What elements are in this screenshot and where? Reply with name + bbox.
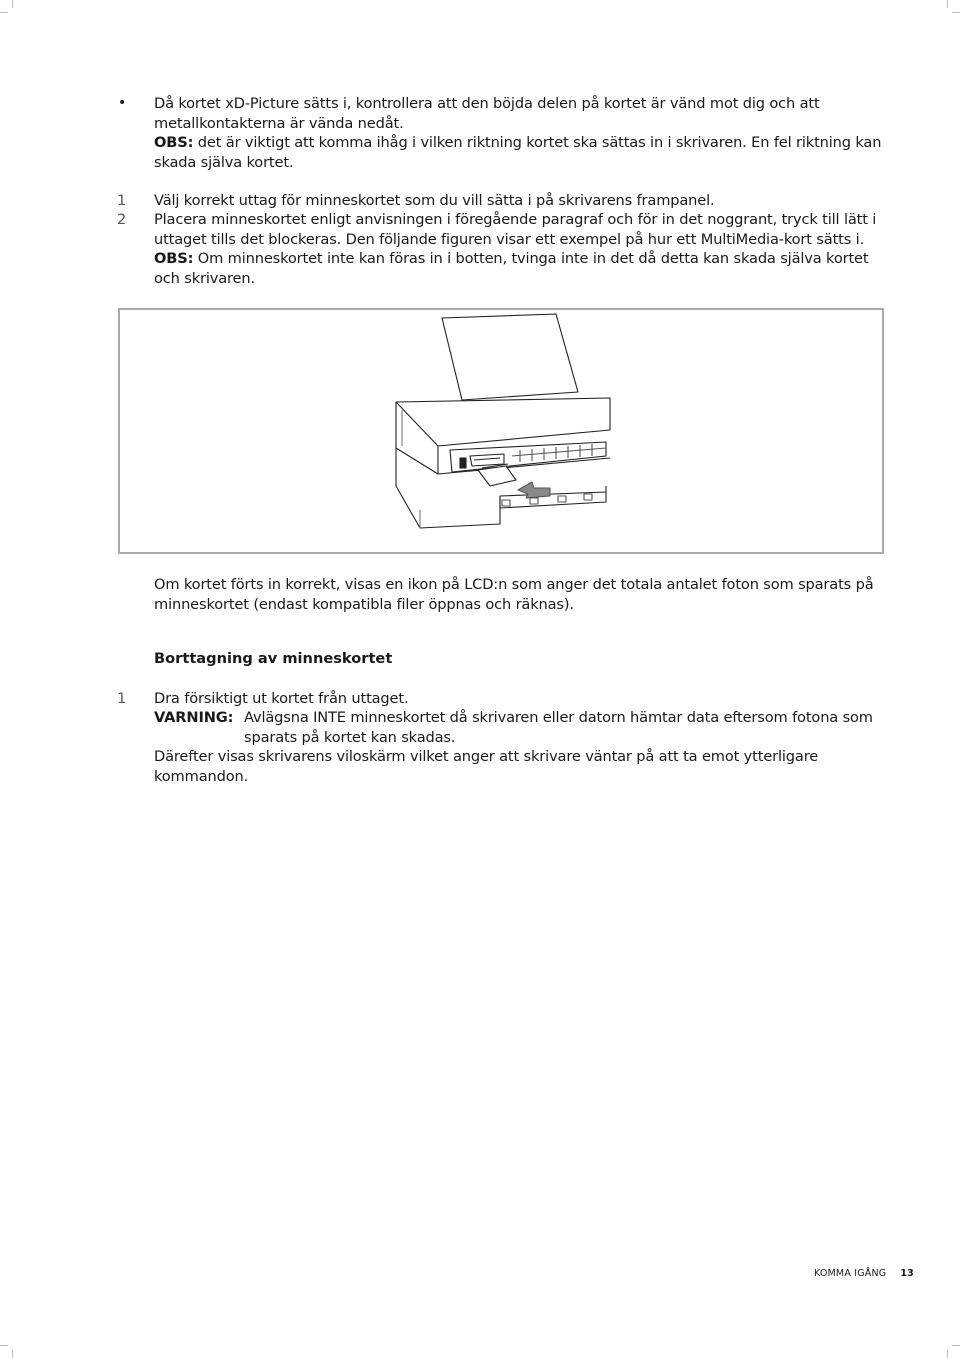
xd-card-paragraph	[154, 94, 884, 172]
step-number: 1	[117, 192, 127, 209]
crop-mark	[952, 1345, 960, 1346]
after-figure-paragraph	[154, 575, 884, 614]
crop-mark	[947, 1350, 948, 1358]
step-2-block	[154, 210, 884, 288]
crop-mark	[12, 1350, 13, 1358]
paragraph-line: Därefter visas skrivarens viloskärm vilket anger att skrivare väntar på att ta emot ytterligare	[154, 748, 819, 765]
step-number: 1	[117, 690, 127, 707]
step-number: 2	[117, 211, 127, 228]
obs-text: Om minneskortet inte kan föras in i botten, tvinga inte in det då detta kan skada själva kortet	[193, 250, 869, 267]
bullet-icon: •	[118, 95, 127, 111]
paragraph-line: kommandon.	[154, 767, 249, 785]
obs-text: det är viktigt att komma ihåg i vilken riktning kortet ska sättas in i skrivaren. En fel riktning kan	[193, 134, 882, 151]
paragraph-line: minneskortet (endast kompatibla filer öppnas och räknas).	[154, 595, 574, 613]
crop-mark	[947, 0, 948, 8]
crop-mark	[952, 12, 960, 13]
removal-step-text: Dra försiktigt ut kortet från uttaget.	[154, 690, 409, 707]
obs-label: OBS:	[154, 134, 194, 151]
section-heading: Borttagning av minneskortet	[154, 650, 393, 667]
printer-memory-card-illustration-icon	[120, 310, 882, 552]
paragraph-line: Om kortet förts in korrekt, visas en ikon på LCD:n som anger det totala antalet foton som sparats på	[154, 576, 874, 593]
crop-mark	[12, 0, 13, 8]
step-text: Välj korrekt uttag för minneskortet som du vill sätta i på skrivarens frampanel.	[154, 192, 715, 209]
crop-mark	[0, 1345, 8, 1346]
step-line: uttaget tills det blockeras. Den följande figuren visar ett exempel på hur ett MultiMedia-kort sätts i.	[154, 230, 865, 248]
warning-block	[154, 708, 884, 746]
warning-label: VARNING:	[154, 709, 234, 726]
footer-section: KOMMA IGÅNG	[813, 1268, 887, 1279]
page-footer	[814, 1268, 914, 1279]
obs-note	[154, 249, 884, 269]
obs-text-continued: skada själva kortet.	[154, 153, 294, 171]
paragraph-line: metallkontakterna är vända nedåt.	[154, 114, 404, 132]
warning-line: sparats på kortet kan skadas.	[244, 728, 456, 746]
warning-line: Avlägsna INTE minneskortet då skrivaren eller datorn hämtar data eftersom fotona som	[244, 709, 873, 726]
printer-figure	[118, 308, 884, 554]
paragraph-line: Då kortet xD-Picture sätts i, kontrollera att den böjda delen på kortet är vänd mot dig och att	[154, 95, 820, 112]
closing-paragraph	[154, 747, 884, 786]
page-number: 13	[900, 1268, 914, 1279]
step-line: Placera minneskortet enligt anvisningen i föregående paragraf och för in det noggrant, tryck till lätt i	[154, 211, 877, 228]
crop-mark	[0, 12, 8, 13]
obs-label: OBS:	[154, 250, 194, 267]
obs-note	[154, 133, 884, 153]
warning-text	[244, 708, 884, 747]
obs-text-continued: och skrivaren.	[154, 269, 255, 287]
